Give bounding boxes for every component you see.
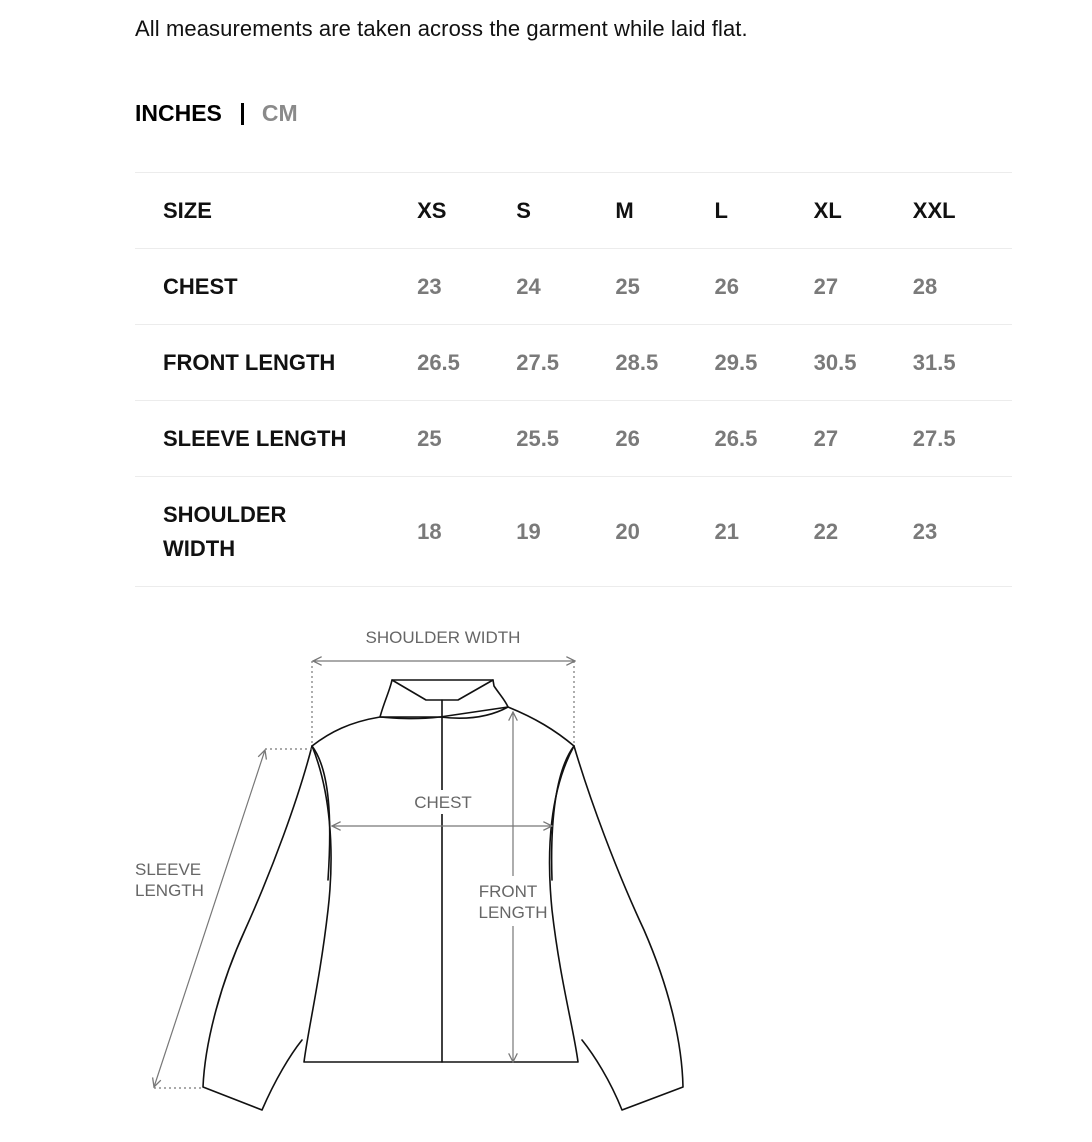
cell-value: 24 xyxy=(516,273,541,299)
jacket-outline-icon xyxy=(203,680,683,1110)
cell-value: 23 xyxy=(912,518,938,544)
measurement-note: All measurements are taken across the garment while laid flat. xyxy=(135,16,748,41)
cell-value: 22 xyxy=(813,518,839,544)
cell-value: 25 xyxy=(417,425,442,451)
sleeve-length-label-line1: SLEEVE xyxy=(135,860,202,879)
front-length-label-line1: FRONT xyxy=(478,882,538,901)
cell-value: 19 xyxy=(516,518,541,544)
cell-value: 30.5 xyxy=(813,349,857,375)
row-label-line2: WIDTH xyxy=(163,535,236,561)
row-label: FRONT LENGTH xyxy=(163,349,336,375)
size-header-s: S xyxy=(516,197,531,223)
row-label: SLEEVE LENGTH xyxy=(163,425,347,451)
row-label: CHEST xyxy=(163,273,238,299)
cell-value: 25 xyxy=(615,273,640,299)
cell-value: 27.5 xyxy=(912,425,956,451)
size-header-m: M xyxy=(615,197,634,223)
sleeve-length-measure xyxy=(154,749,312,1088)
cell-value: 23 xyxy=(417,273,442,299)
table-row-shoulder-width xyxy=(135,477,1012,587)
table-row-front-length xyxy=(135,325,1012,401)
cell-value: 26.5 xyxy=(714,425,758,451)
row-label-line1: SHOULDER xyxy=(163,501,287,527)
shoulder-width-measure xyxy=(312,661,575,746)
cell-value: 28.5 xyxy=(615,349,659,375)
sleeve-length-label-line2: LENGTH xyxy=(135,881,204,900)
row-label xyxy=(135,477,417,587)
table-row-chest xyxy=(135,249,1012,325)
cell-value: 21 xyxy=(714,518,739,544)
size-header-xs: XS xyxy=(417,197,447,223)
cell-value: 26.5 xyxy=(417,349,460,375)
size-header-l: L xyxy=(714,197,728,223)
cell-value: 26 xyxy=(615,425,640,451)
cell-value: 20 xyxy=(615,518,640,544)
unit-inches-tab[interactable]: INCHES xyxy=(135,100,222,126)
cell-value: 25.5 xyxy=(516,425,560,451)
shoulder-width-label: SHOULDER WIDTH xyxy=(365,628,521,647)
unit-cm-tab[interactable]: CM xyxy=(261,100,298,126)
cell-value: 18 xyxy=(417,518,442,544)
size-header-xl: XL xyxy=(813,197,842,223)
size-header-label: SIZE xyxy=(163,197,212,223)
cell-value: 31.5 xyxy=(912,349,956,375)
front-length-label-line2: LENGTH xyxy=(478,903,548,922)
jacket-measurement-diagram xyxy=(0,610,760,1130)
cell-value: 26 xyxy=(714,273,739,299)
table-row-sleeve-length xyxy=(135,401,1012,477)
cell-value: 27 xyxy=(813,273,839,299)
size-header-xxl: XXL xyxy=(912,197,956,223)
cell-value: 27.5 xyxy=(516,349,560,375)
unit-separator xyxy=(241,103,244,125)
unit-toggle xyxy=(135,100,298,127)
cell-value: 29.5 xyxy=(714,349,758,375)
cell-value: 27 xyxy=(813,425,839,451)
table-header-row xyxy=(135,173,1012,249)
chest-label: CHEST xyxy=(414,793,472,812)
size-chart-table xyxy=(135,172,1012,587)
cell-value: 28 xyxy=(912,273,938,299)
